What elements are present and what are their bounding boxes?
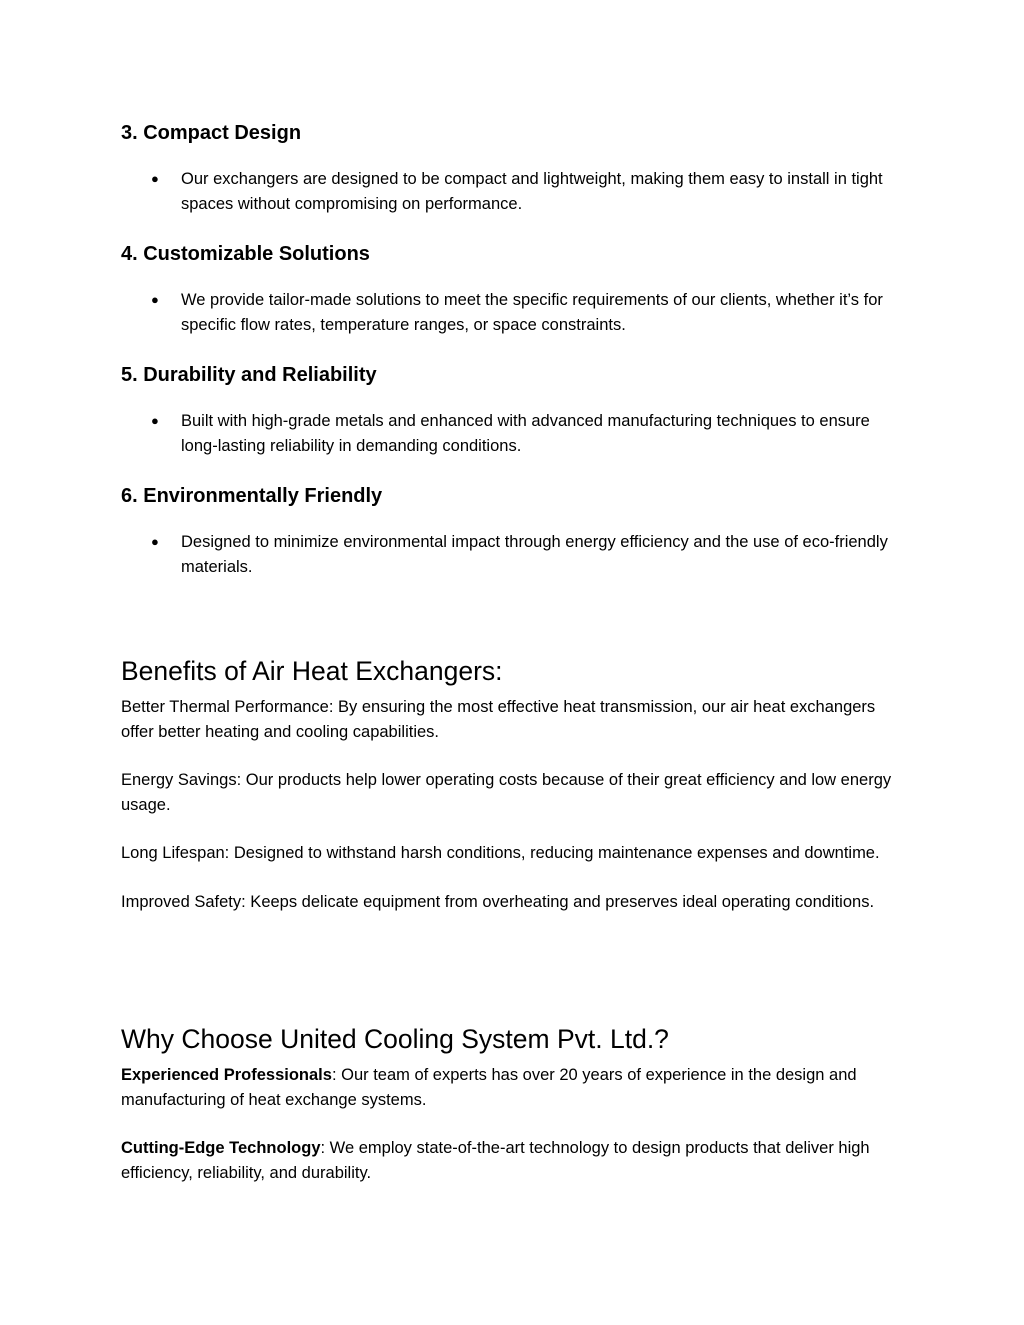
- why-choose-text: : Our team of experts has over 20 years of experience in the design and manufacturing of heat exchange systems.: [121, 1066, 857, 1109]
- benefit-paragraph: Long Lifespan: Designed to withstand harsh conditions, reducing maintenance expenses and downtime.: [121, 844, 880, 862]
- benefit-paragraph: Better Thermal Performance: By ensuring the most effective heat transmission, our air heat exchangers offer better heating and cooling capabilities.: [121, 698, 876, 741]
- bullet-icon: ●: [151, 534, 159, 549]
- feature-bullet-text: Designed to minimize environmental impact through energy efficiency and the use of eco-friendly materials.: [181, 533, 888, 576]
- feature-bullet-text: Built with high-grade metals and enhanced with advanced manufacturing techniques to ensure long-lasting reliability in demanding conditions.: [181, 412, 870, 455]
- feature-heading: 4. Customizable Solutions: [121, 243, 370, 265]
- bullet-icon: ●: [151, 171, 159, 186]
- feature-bullet-item: [121, 167, 911, 216]
- feature-heading: 3. Compact Design: [121, 122, 302, 144]
- why-choose-item: [121, 1136, 911, 1185]
- feature-customizable-solutions: [121, 242, 911, 337]
- feature-compact-design: [121, 121, 911, 216]
- feature-bullet-text: We provide tailor-made solutions to meet the specific requirements of our clients, whether it’s for specific flow rates, temperature ranges, or space constraints.: [181, 291, 883, 334]
- why-choose-term: Cutting-Edge Technology: [121, 1139, 321, 1157]
- feature-durability-reliability: [121, 363, 911, 458]
- why-choose-term: Experienced Professionals: [121, 1066, 332, 1084]
- feature-heading: 5. Durability and Reliability: [121, 364, 377, 386]
- benefits-section: [121, 655, 911, 914]
- feature-bullet-list: [121, 530, 911, 579]
- feature-bullet-item: [121, 409, 911, 458]
- feature-environmentally-friendly: [121, 484, 911, 579]
- why-choose-item: [121, 1063, 911, 1112]
- feature-bullet-list: [121, 167, 911, 216]
- why-choose-text: : We employ state-of-the-art technology to design products that deliver high efficiency, reliability, and durability.: [121, 1139, 870, 1182]
- feature-heading: 6. Environmentally Friendly: [121, 485, 383, 507]
- feature-bullet-list: [121, 409, 911, 458]
- feature-bullet-text: Our exchangers are designed to be compact and lightweight, making them easy to install in tight spaces without compromising on performance.: [181, 170, 883, 213]
- benefit-paragraph: Improved Safety: Keeps delicate equipment from overheating and preserves ideal operating conditions.: [121, 892, 875, 911]
- bullet-icon: ●: [151, 292, 159, 307]
- benefit-paragraph: Energy Savings: Our products help lower operating costs because of their great efficiency and low energy usage.: [121, 771, 892, 814]
- bullet-icon: ●: [151, 413, 159, 428]
- feature-bullet-item: [121, 530, 911, 579]
- why-choose-heading: Why Choose United Cooling System Pvt. Ltd.?: [121, 1024, 669, 1054]
- why-choose-section: [121, 1023, 911, 1185]
- feature-bullet-item: [121, 288, 911, 337]
- benefits-heading: Benefits of Air Heat Exchangers:: [121, 656, 503, 686]
- feature-bullet-list: [121, 288, 911, 337]
